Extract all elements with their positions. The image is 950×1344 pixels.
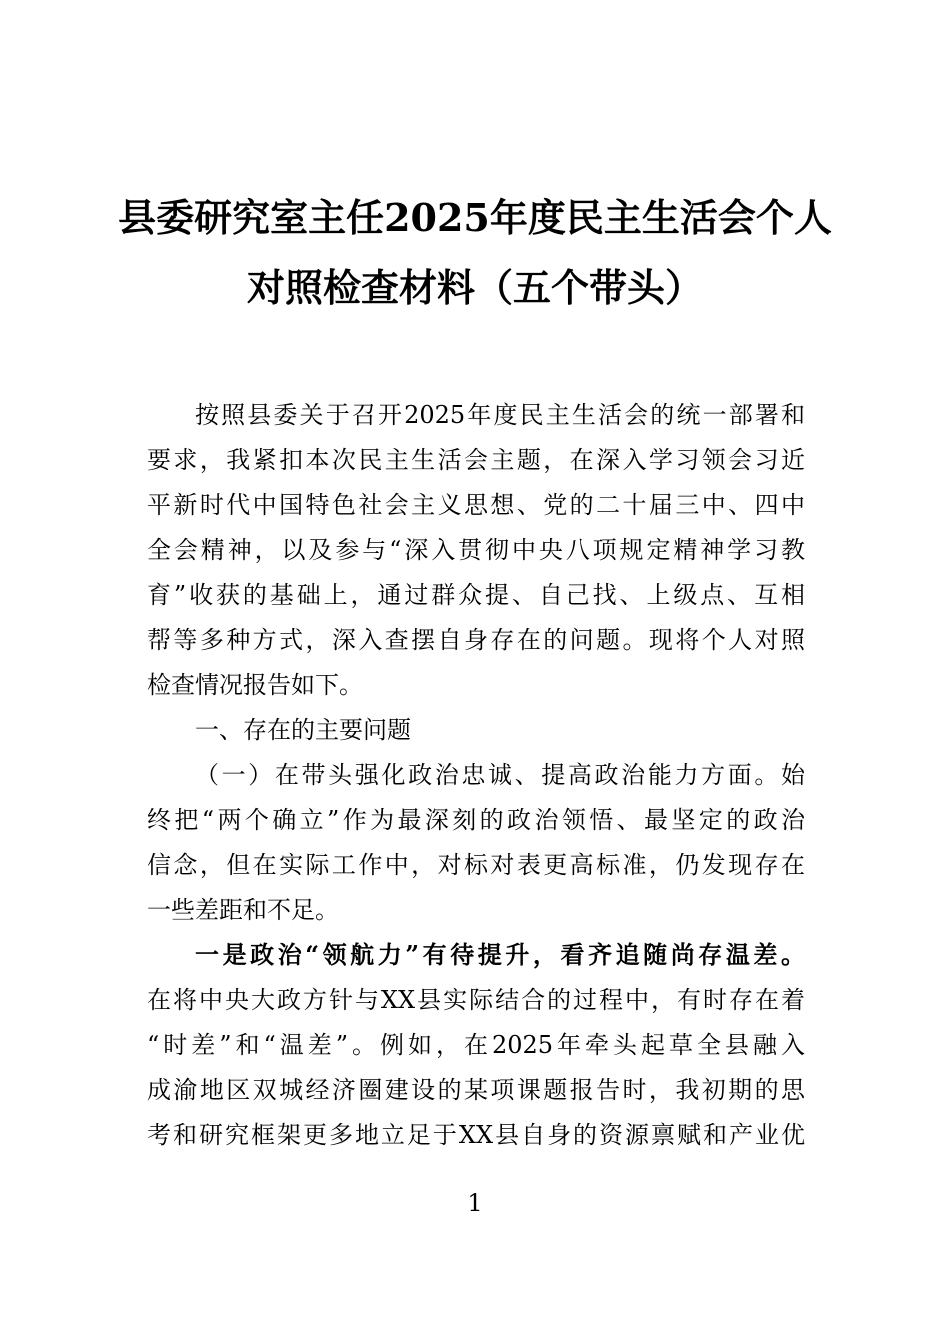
paragraph-4-line-1: 一是政治“领航力”有待提升，看齐追随尚存温差。 — [195, 940, 805, 969]
paragraph-3-line-2: 终把“两个确立”作为最深刻的政治领悟、最坚定的政治 — [147, 806, 805, 834]
paragraph-3-line-4: 一些差距和不足。 — [147, 896, 339, 924]
paragraph-4-line-5: 考和研究框架更多地立足于XX县自身的资源禀赋和产业优 — [147, 1121, 805, 1149]
paragraph-1-line-7: 检查情况报告如下。 — [147, 671, 363, 699]
paragraph-4-line-4: 成渝地区双城经济圈建设的某项课题报告时，我初期的思 — [147, 1076, 805, 1104]
paragraph-3-line-1: （一）在带头强化政治忠诚、提高政治能力方面。始 — [195, 761, 805, 789]
paragraph-1-line-4: 全会精神，以及参与“深入贯彻中央八项规定精神学习教 — [147, 536, 805, 564]
paragraph-1-line-5: 育”收获的基础上，通过群众提、自己找、上级点、互相 — [147, 581, 805, 609]
paragraph-3-line-3: 信念，但在实际工作中，对标对表更高标准，仍发现存在 — [147, 851, 805, 879]
document-title-line-1: 县委研究室主任2025年度民主生活会个人 — [118, 195, 832, 240]
paragraph-1-line-3: 平新时代中国特色社会主义思想、党的二十届三中、四中 — [147, 491, 805, 519]
section-heading-1: 一、存在的主要问题 — [195, 716, 411, 744]
paragraph-1-line-6: 帮等多种方式，深入查摆自身存在的问题。现将个人对照 — [147, 626, 805, 654]
document-title-line-2: 对照检查材料（五个带头） — [246, 265, 703, 310]
paragraph-1-line-1: 按照县委关于召开2025年度民主生活会的统一部署和 — [195, 401, 805, 429]
paragraph-1-line-2: 要求，我紧扣本次民主生活会主题，在深入学习领会习近 — [147, 446, 805, 474]
paragraph-4-line-2: 在将中央大政方针与XX县实际结合的过程中，有时存在着 — [147, 986, 805, 1014]
paragraph-4-line-3: “时差”和“温差”。例如，在2025年牵头起草全县融入 — [147, 1031, 805, 1059]
page-number: 1 — [467, 1189, 483, 1217]
